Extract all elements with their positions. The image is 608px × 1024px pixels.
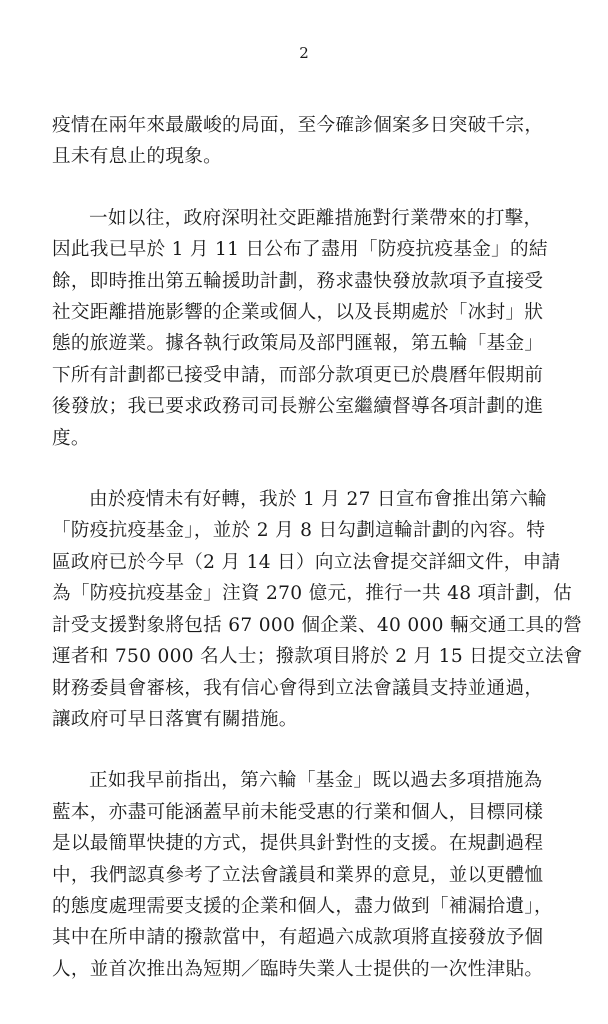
text-line: 是以最簡單快捷的方式，提供具針對性的支援。在規劃過程: [52, 833, 544, 855]
text-line: 且未有息止的現象。: [52, 146, 223, 168]
text-line: 人，並首次推出為短期／臨時失業人士提供的一次性津貼。: [52, 958, 544, 980]
page-number: 2: [299, 44, 309, 62]
text-line: 疫情在兩年來最嚴峻的局面，至今確診個案多日突破千宗，: [52, 115, 544, 136]
text-line: 社交距離措施影響的企業或個人，以及長期處於「冰封」狀: [52, 302, 544, 324]
text-line: 下所有計劃都已接受申請，而部分款項更已於農曆年假期前: [52, 364, 544, 386]
text-line: 正如我早前指出，第六輪「基金」既以過去多項措施為: [89, 770, 543, 792]
text-line: 中，我們認真參考了立法會議員和業界的意見，並以更體恤: [52, 864, 544, 886]
text-line: 因此我已早於 1 月 11 日公布了盡用「防疫抗疫基金」的結: [52, 239, 548, 261]
paragraph: [52, 110, 560, 173]
text-line: 計受支援對象將包括 67 000 個企業、40 000 輛交通工具的營: [52, 614, 583, 636]
text-line: 區政府已於今早（2 月 14 日）向立法會提交詳細文件，申請: [52, 551, 561, 573]
text-line: 由於疫情未有好轉，我於 1 月 27 日宣布會推出第六輪: [89, 489, 548, 511]
document-body: [52, 110, 583, 1015]
text-line: 運者和 750 000 名人士；撥款項目將於 2 月 15 日提交立法會: [52, 646, 583, 668]
text-line: 為「防疫抗疫基金」注資 270 億元，推行一共 48 項計劃，估: [52, 583, 573, 605]
paragraph: [52, 203, 560, 454]
text-line: 財務委員會審核，我有信心會得到立法會議員支持並通過，: [52, 677, 544, 699]
text-line: 藍本，亦盡可能涵蓋早前未能受惠的行業和個人，目標同樣: [52, 801, 544, 823]
paragraph: [52, 765, 560, 985]
text-line: 讓政府可早日落實有關措施。: [52, 708, 298, 730]
paragraph: [52, 484, 583, 735]
text-line: 餘，即時推出第五輪援助計劃，務求盡快發放款項予直接受: [52, 270, 544, 292]
text-line: 其中在所申請的撥款當中，有超過六成款項將直接發放予個: [52, 927, 544, 949]
text-line: 度。: [52, 427, 90, 449]
text-line: 態的旅遊業。據各執行政策局及部門匯報，第五輪「基金」: [52, 333, 544, 355]
text-line: 後發放；我已要求政務司司長辦公室繼續督導各項計劃的進: [52, 396, 544, 418]
text-line: 的態度處理需要支援的企業和個人，盡力做到「補漏拾遺」，: [52, 895, 553, 917]
text-line: 「防疫抗疫基金」，並於 2 月 8 日勾劃這輪計劃的內容。特: [52, 520, 546, 542]
text-line: 一如以往，政府深明社交距離措施對行業帶來的打擊，: [89, 207, 543, 229]
